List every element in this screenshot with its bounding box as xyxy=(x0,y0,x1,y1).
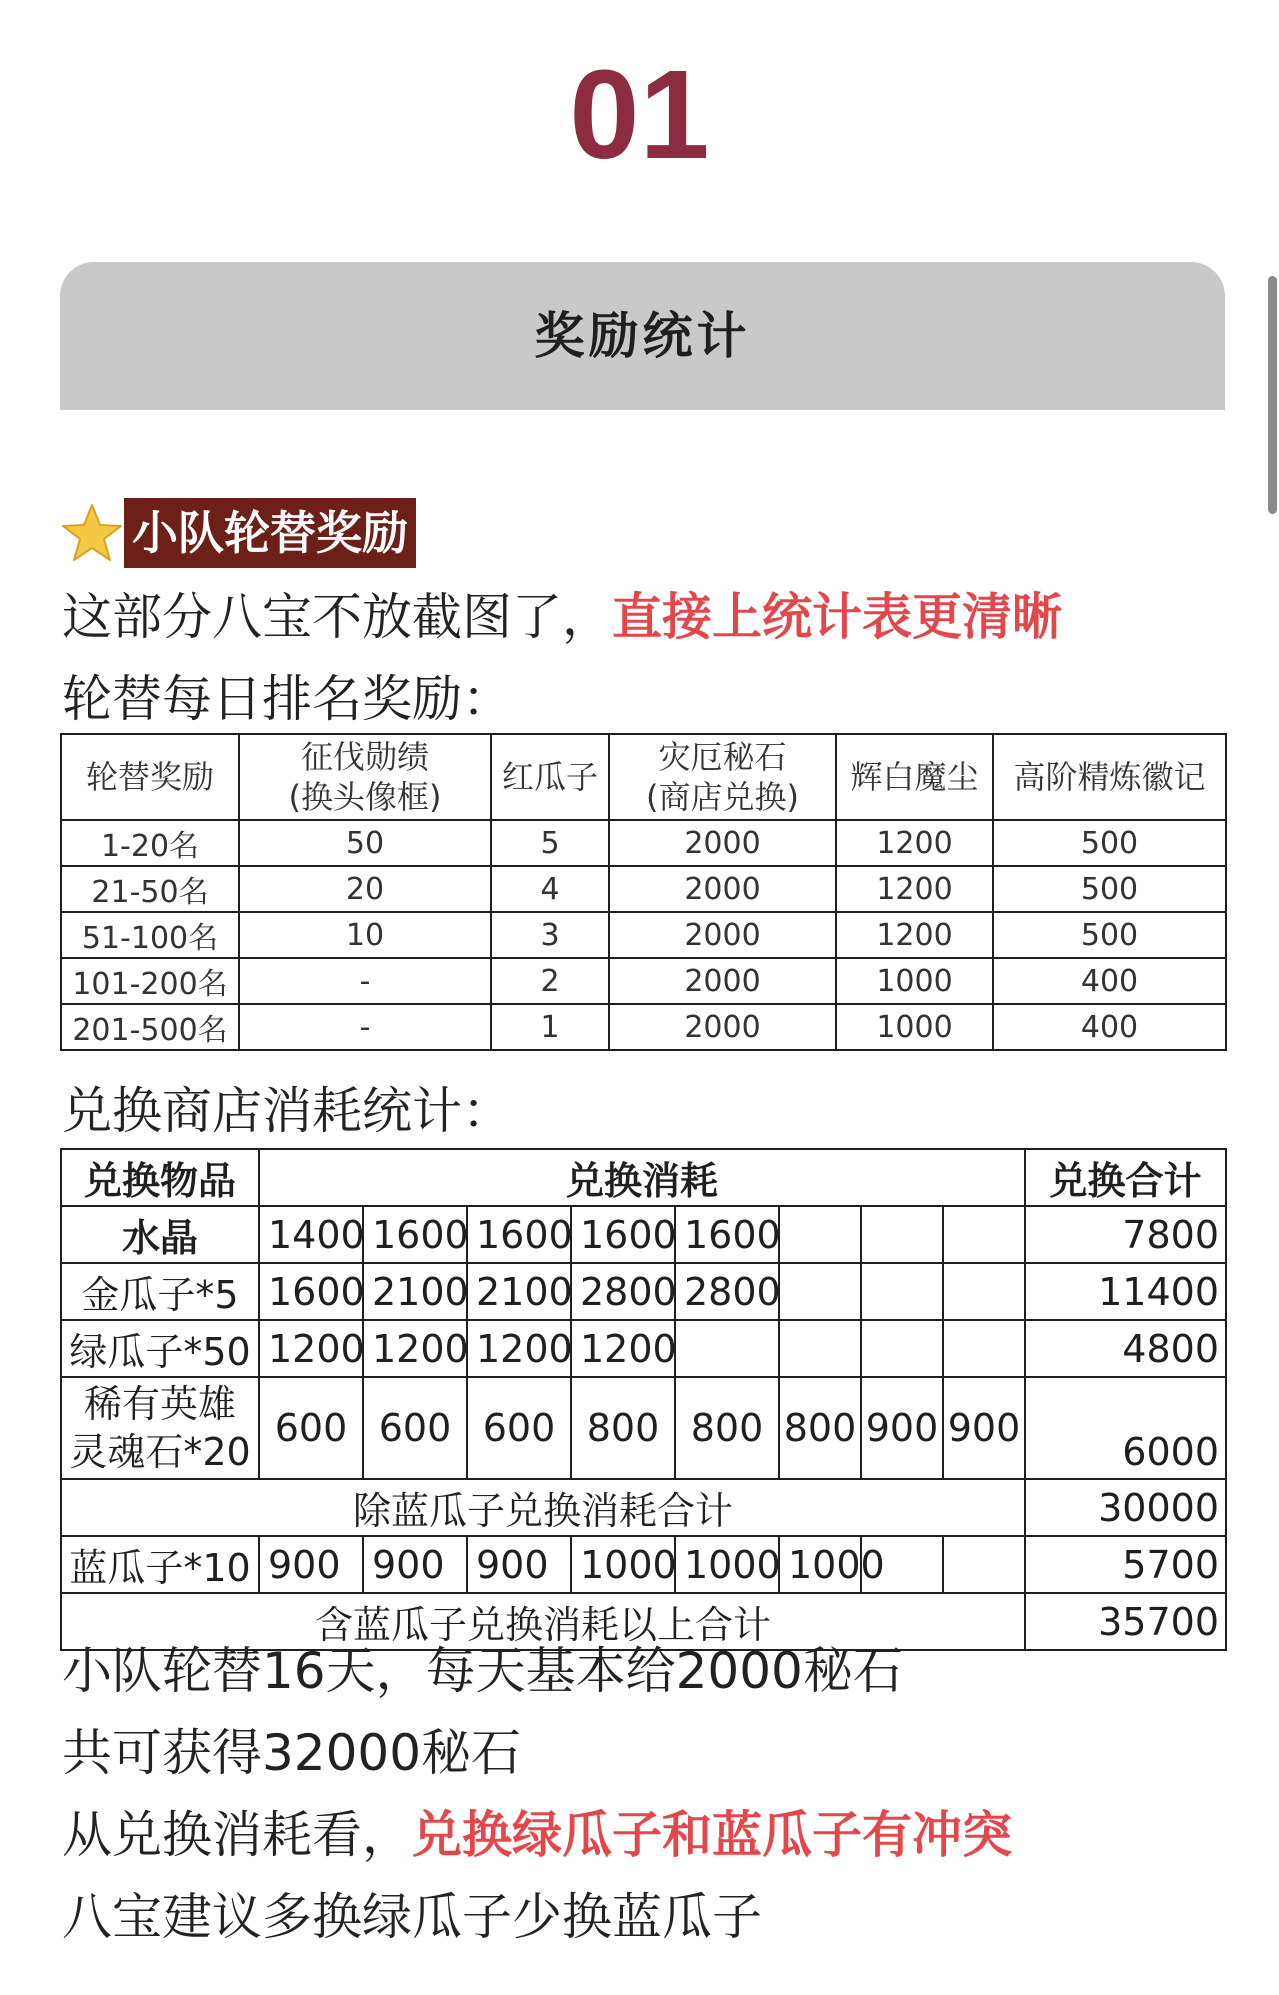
shop-cost-cell: 1000 xyxy=(571,1536,675,1593)
shop-cost-cell xyxy=(943,1206,1025,1263)
table-row xyxy=(61,1004,1226,1050)
shop-header-item: 兑换物品 xyxy=(61,1149,259,1206)
rank-reward-table xyxy=(60,733,1227,1051)
grand-total-value: 35700 xyxy=(1025,1593,1226,1650)
rank-cell: 2000 xyxy=(609,820,836,866)
table-row xyxy=(61,1536,1226,1593)
rank-cell: 400 xyxy=(993,958,1226,1004)
summary-line-2: 共可获得32000秘石 xyxy=(62,1724,522,1782)
star-icon xyxy=(60,501,124,565)
summary-line-3 xyxy=(62,1800,1012,1870)
rank-cell: 1200 xyxy=(836,912,993,958)
rank-cell: 1000 xyxy=(836,1004,993,1050)
summary-highlight: 兑换绿瓜子和蓝瓜子有冲突 xyxy=(412,1806,1012,1864)
rank-cell: 50 xyxy=(239,820,491,866)
shop-cost-cell: 1400 xyxy=(259,1206,363,1263)
rank-header-cell: 红瓜子 xyxy=(491,734,609,820)
rank-cell: 1200 xyxy=(836,820,993,866)
shop-item-cell: 蓝瓜子*10 xyxy=(61,1536,259,1593)
rank-cell: 2000 xyxy=(609,866,836,912)
rank-cell: 400 xyxy=(993,1004,1226,1050)
shop-caption: 兑换商店消耗统计： xyxy=(62,1082,512,1140)
shop-header-total: 兑换合计 xyxy=(1025,1149,1226,1206)
rank-cell: 201-500名 xyxy=(61,1004,239,1050)
shop-total-cell: 4800 xyxy=(1025,1320,1226,1377)
shop-cost-cell xyxy=(779,1263,861,1320)
rank-cell: 500 xyxy=(993,912,1226,958)
shop-cost-cell: 900 xyxy=(861,1377,943,1479)
table-row xyxy=(61,1263,1226,1320)
rank-cell: 20 xyxy=(239,866,491,912)
rank-cell: - xyxy=(239,1004,491,1050)
shop-cost-cell: 600 xyxy=(363,1377,467,1479)
shop-cost-cell: 1600 xyxy=(363,1206,467,1263)
shop-cost-cell xyxy=(861,1320,943,1377)
shop-item-cell: 稀有英雄 灵魂石*20 xyxy=(61,1377,259,1479)
shop-cost-cell: 1000 xyxy=(675,1536,779,1593)
summary-line-4: 八宝建议多换绿瓜子少换蓝瓜子 xyxy=(62,1888,762,1946)
shop-cost-cell xyxy=(861,1206,943,1263)
shop-total-cell: 6000 xyxy=(1025,1377,1226,1479)
rank-header-cell: 高阶精炼徽记 xyxy=(993,734,1226,820)
rank-cell: 10 xyxy=(239,912,491,958)
shop-cost-cell: 2800 xyxy=(571,1263,675,1320)
rank-cell: 500 xyxy=(993,820,1226,866)
summary-line-1: 小队轮替16天，每天基本给2000秘石 xyxy=(62,1642,903,1700)
intro-text: 这部分八宝不放截图了， xyxy=(62,588,612,646)
grand-total-label: 含蓝瓜子兑换消耗以上合计 xyxy=(61,1593,1025,1650)
shop-cost-cell: 2100 xyxy=(467,1263,571,1320)
section-banner-title: 奖励统计 xyxy=(60,262,1225,410)
shop-item-cell: 水晶 xyxy=(61,1206,259,1263)
rank-cell: 4 xyxy=(491,866,609,912)
rank-caption: 轮替每日排名奖励： xyxy=(62,670,512,728)
shop-cost-cell: 1600 xyxy=(259,1263,363,1320)
intro-highlight: 直接上统计表更清晰 xyxy=(612,588,1062,646)
shop-cost-cell: 900 xyxy=(467,1536,571,1593)
rank-cell: 1200 xyxy=(836,866,993,912)
table-row xyxy=(61,1479,1226,1536)
shop-cost-cell: 900 xyxy=(363,1536,467,1593)
shop-item-cell: 绿瓜子*50 xyxy=(61,1320,259,1377)
rank-cell: 51-100名 xyxy=(61,912,239,958)
table-row xyxy=(61,1377,1226,1479)
shop-cost-cell xyxy=(861,1263,943,1320)
intro-line xyxy=(62,582,1062,652)
section-number: 01 xyxy=(569,44,710,185)
shop-cost-cell xyxy=(779,1320,861,1377)
rank-cell: 500 xyxy=(993,866,1226,912)
table-row xyxy=(61,866,1226,912)
shop-cost-cell: 900 xyxy=(943,1377,1025,1479)
shop-total-cell: 7800 xyxy=(1025,1206,1226,1263)
heading-row xyxy=(60,498,416,568)
shop-cost-table xyxy=(60,1148,1227,1651)
shop-cost-cell: 900 xyxy=(259,1536,363,1593)
shop-cost-cell: 1200 xyxy=(467,1320,571,1377)
rank-cell: 2000 xyxy=(609,912,836,958)
rank-cell: 2 xyxy=(491,958,609,1004)
shop-cost-cell xyxy=(943,1536,1025,1593)
rank-cell: 2000 xyxy=(609,958,836,1004)
shop-cost-cell: 800 xyxy=(779,1377,861,1479)
shop-cost-cell: 2100 xyxy=(363,1263,467,1320)
shop-cost-cell: 1200 xyxy=(571,1320,675,1377)
shop-total-cell: 5700 xyxy=(1025,1536,1226,1593)
shop-cost-cell: 1600 xyxy=(467,1206,571,1263)
shop-cost-cell: 1600 xyxy=(675,1206,779,1263)
shop-cost-cell: 600 xyxy=(259,1377,363,1479)
shop-cost-cell: 1200 xyxy=(363,1320,467,1377)
scrollbar[interactable] xyxy=(1268,276,1277,514)
table-row xyxy=(61,958,1226,1004)
shop-cost-cell: 1200 xyxy=(259,1320,363,1377)
shop-cost-cell: 2800 xyxy=(675,1263,779,1320)
shop-total-cell: 11400 xyxy=(1025,1263,1226,1320)
subtotal-label: 除蓝瓜子兑换消耗合计 xyxy=(61,1479,1025,1536)
subtotal-value: 30000 xyxy=(1025,1479,1226,1536)
shop-cost-cell: 800 xyxy=(571,1377,675,1479)
section-heading: 小队轮替奖励 xyxy=(124,498,416,568)
shop-cost-cell xyxy=(675,1320,779,1377)
rank-table-header xyxy=(61,734,1226,820)
rank-header-cell: 灾厄秘石 (商店兑换) xyxy=(609,734,836,820)
shop-table-header xyxy=(61,1149,1226,1206)
rank-cell: 3 xyxy=(491,912,609,958)
table-row xyxy=(61,1320,1226,1377)
summary-text: 从兑换消耗看， xyxy=(62,1806,412,1864)
table-row xyxy=(61,1206,1226,1263)
rank-cell: - xyxy=(239,958,491,1004)
table-row xyxy=(61,912,1226,958)
shop-cost-cell: 600 xyxy=(467,1377,571,1479)
shop-item-cell: 金瓜子*5 xyxy=(61,1263,259,1320)
shop-cost-cell xyxy=(943,1320,1025,1377)
rank-header-cell: 征伐勋绩 (换头像框) xyxy=(239,734,491,820)
rank-cell: 21-50名 xyxy=(61,866,239,912)
rank-cell: 1 xyxy=(491,1004,609,1050)
shop-cost-cell: 800 xyxy=(675,1377,779,1479)
shop-cost-cell: 1000 xyxy=(779,1536,861,1593)
table-row xyxy=(61,820,1226,866)
rank-header-cell: 辉白魔尘 xyxy=(836,734,993,820)
shop-header-cost: 兑换消耗 xyxy=(259,1149,1025,1206)
rank-cell: 2000 xyxy=(609,1004,836,1050)
shop-cost-cell xyxy=(943,1263,1025,1320)
shop-cost-cell xyxy=(779,1206,861,1263)
rank-header-cell: 轮替奖励 xyxy=(61,734,239,820)
rank-cell: 5 xyxy=(491,820,609,866)
rank-cell: 1000 xyxy=(836,958,993,1004)
shop-cost-cell: 1600 xyxy=(571,1206,675,1263)
rank-cell: 101-200名 xyxy=(61,958,239,1004)
rank-cell: 1-20名 xyxy=(61,820,239,866)
